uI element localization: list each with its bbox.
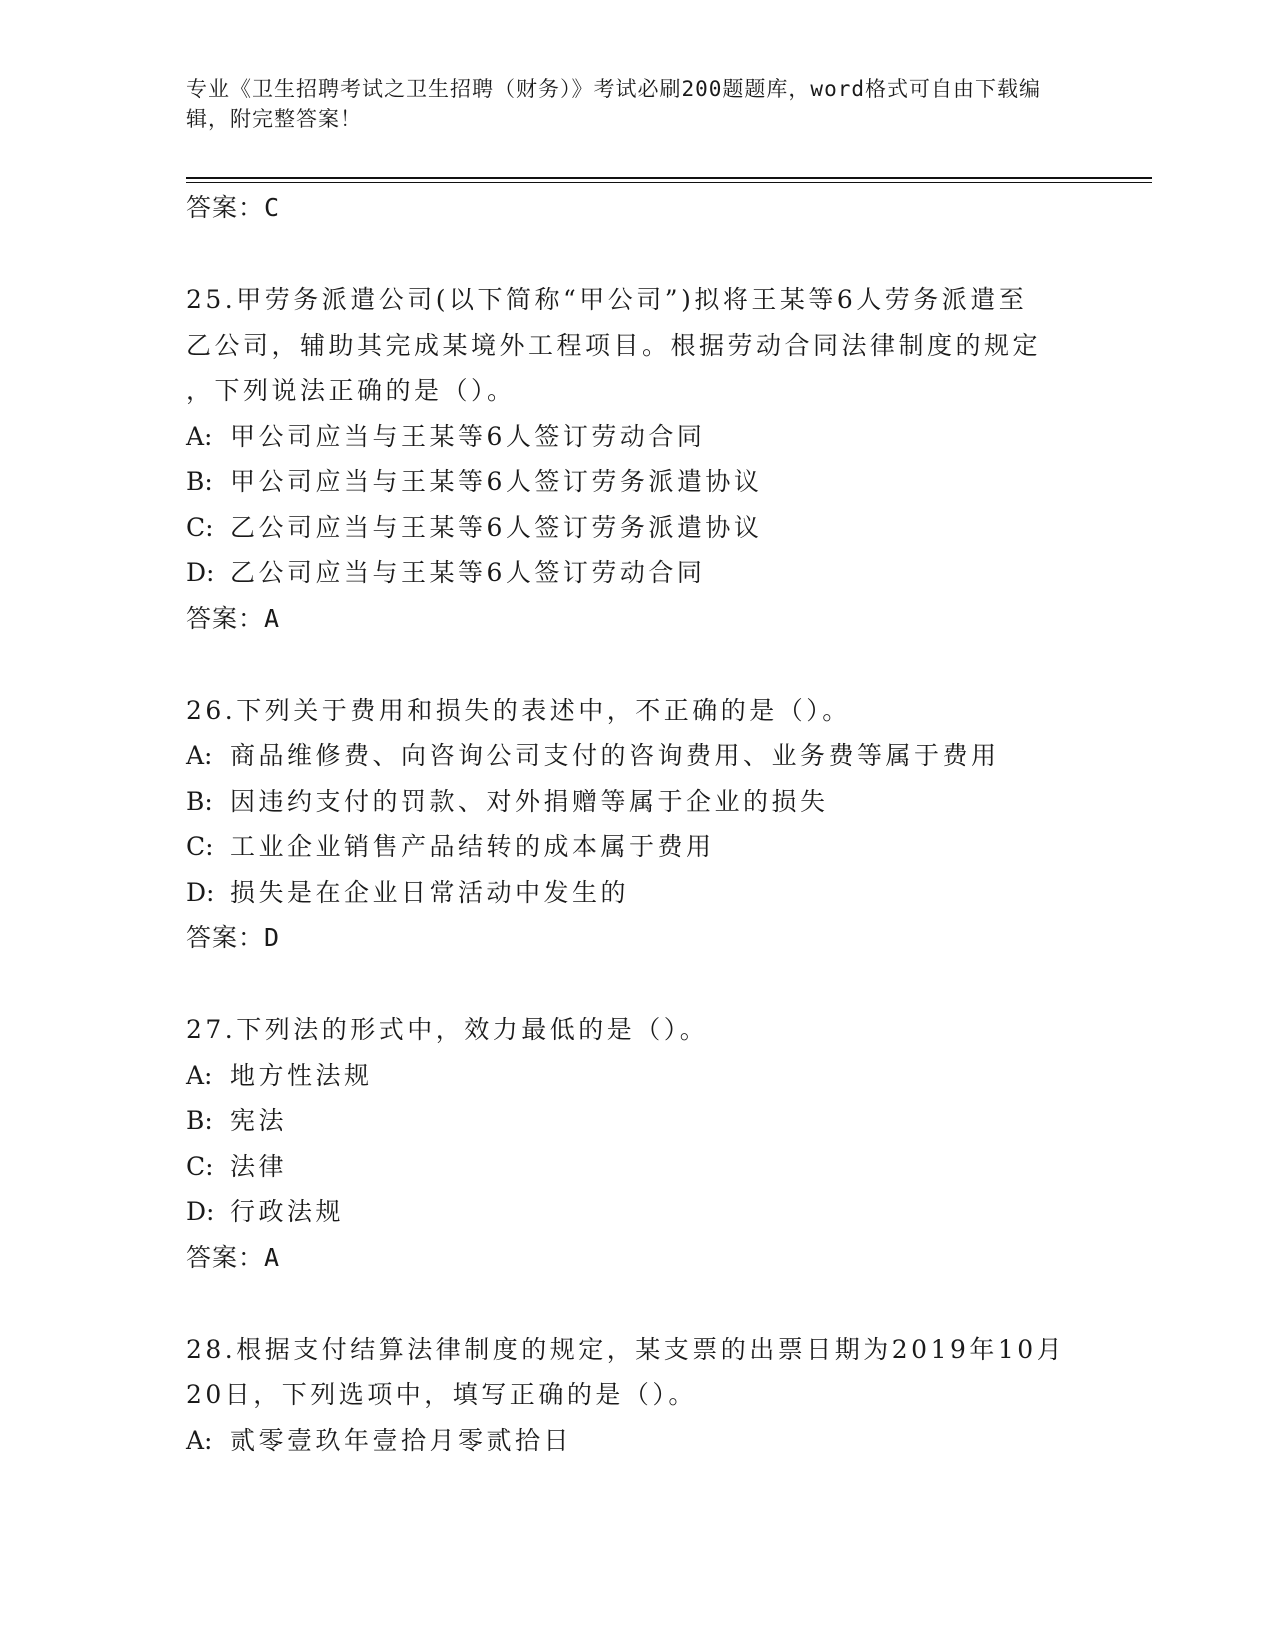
option-row xyxy=(186,733,1086,779)
option-letter: B: xyxy=(186,1106,213,1135)
option-letter: D: xyxy=(186,877,215,907)
option-row xyxy=(186,1144,1086,1190)
question-block xyxy=(186,277,1086,642)
option-text: 甲公司应当与王某等6人签订劳务派遣协议 xyxy=(230,467,763,496)
option-row xyxy=(186,550,1086,596)
question-list xyxy=(186,185,1086,1463)
option-letter: B: xyxy=(186,786,213,816)
option-letter: D: xyxy=(186,558,215,587)
option-letter: A: xyxy=(186,421,213,451)
option-text: 甲公司应当与王某等6人签订劳动合同 xyxy=(230,421,706,451)
answer-line xyxy=(186,596,1086,642)
question-block xyxy=(186,688,1086,962)
option-row xyxy=(186,459,1086,505)
option-text: 商品维修费、向咨询公司支付的咨询费用、业务费等属于费用 xyxy=(230,741,1000,770)
option-text: 行政法规 xyxy=(230,1197,345,1226)
option-row xyxy=(186,779,1086,825)
answer-value: D xyxy=(264,923,281,952)
option-text: 贰零壹玖年壹拾月零贰拾日 xyxy=(230,1425,573,1455)
option-letter: A: xyxy=(186,741,213,770)
question-text-line: 26.下列关于费用和损失的表述中，不正确的是（）。 xyxy=(186,695,851,725)
option-row xyxy=(186,1053,1086,1099)
option-letter: C: xyxy=(186,832,214,861)
answer-label: 答案： xyxy=(186,603,265,633)
option-row xyxy=(186,414,1086,460)
answer-value: A xyxy=(264,1242,281,1272)
option-text: 法律 xyxy=(230,1151,288,1181)
answer-label: 答案： xyxy=(186,193,265,222)
question-text-line: 25.甲劳务派遣公司(以下简称“甲公司”)拟将王某等6人劳务派遣至 xyxy=(186,285,1028,314)
option-letter: A: xyxy=(186,1425,213,1455)
option-text: 乙公司应当与王某等6人签订劳动合同 xyxy=(230,558,706,587)
question-block xyxy=(186,1327,1086,1464)
document-header: 专业《卫生招聘考试之卫生招聘（财务）》考试必刷200题题库，word格式可自由下载编辑，附完整答案！ xyxy=(186,77,1041,131)
question-text-line: ，下列说法正确的是（）。 xyxy=(186,376,516,405)
answer-label: 答案： xyxy=(186,923,265,952)
answer-label: 答案： xyxy=(186,1242,265,1272)
answer-line xyxy=(186,1235,1086,1281)
option-letter: A: xyxy=(186,1060,213,1090)
spacer xyxy=(186,1281,1086,1327)
answer-value: C xyxy=(264,193,281,222)
option-letter: B: xyxy=(186,467,213,496)
option-row xyxy=(186,1098,1086,1144)
question-text-line: 乙公司，辅助其完成某境外工程项目。根据劳动合同法律制度的规定 xyxy=(186,330,1042,360)
option-text: 因违约支付的罚款、对外捐赠等属于企业的损失 xyxy=(230,786,829,816)
option-letter: D: xyxy=(186,1197,215,1226)
answer-value: A xyxy=(264,603,281,633)
option-row xyxy=(186,1418,1086,1464)
option-letter: C: xyxy=(186,1151,214,1181)
question-text-line: 20日，下列选项中，填写正确的是（）。 xyxy=(186,1380,697,1409)
question-text-line: 27.下列法的形式中，效力最低的是（）。 xyxy=(186,1015,709,1044)
spacer xyxy=(186,961,1086,1007)
option-text: 工业企业销售产品结转的成本属于费用 xyxy=(230,832,715,861)
answer-line xyxy=(186,185,1086,231)
question-block xyxy=(186,1007,1086,1281)
header-divider xyxy=(186,177,1152,183)
question-text-line: 28.根据支付结算法律制度的规定，某支票的出票日期为2019年10月 xyxy=(186,1334,1066,1364)
option-row xyxy=(186,1189,1086,1235)
spacer xyxy=(186,642,1086,688)
option-row xyxy=(186,824,1086,870)
option-text: 损失是在企业日常活动中发生的 xyxy=(230,877,630,907)
option-row xyxy=(186,870,1086,916)
option-letter: C: xyxy=(186,512,214,542)
option-text: 地方性法规 xyxy=(230,1060,373,1090)
spacer xyxy=(186,231,1086,277)
option-row xyxy=(186,505,1086,551)
answer-line xyxy=(186,915,1086,961)
option-text: 乙公司应当与王某等6人签订劳务派遣协议 xyxy=(230,512,763,542)
option-text: 宪法 xyxy=(230,1106,288,1135)
